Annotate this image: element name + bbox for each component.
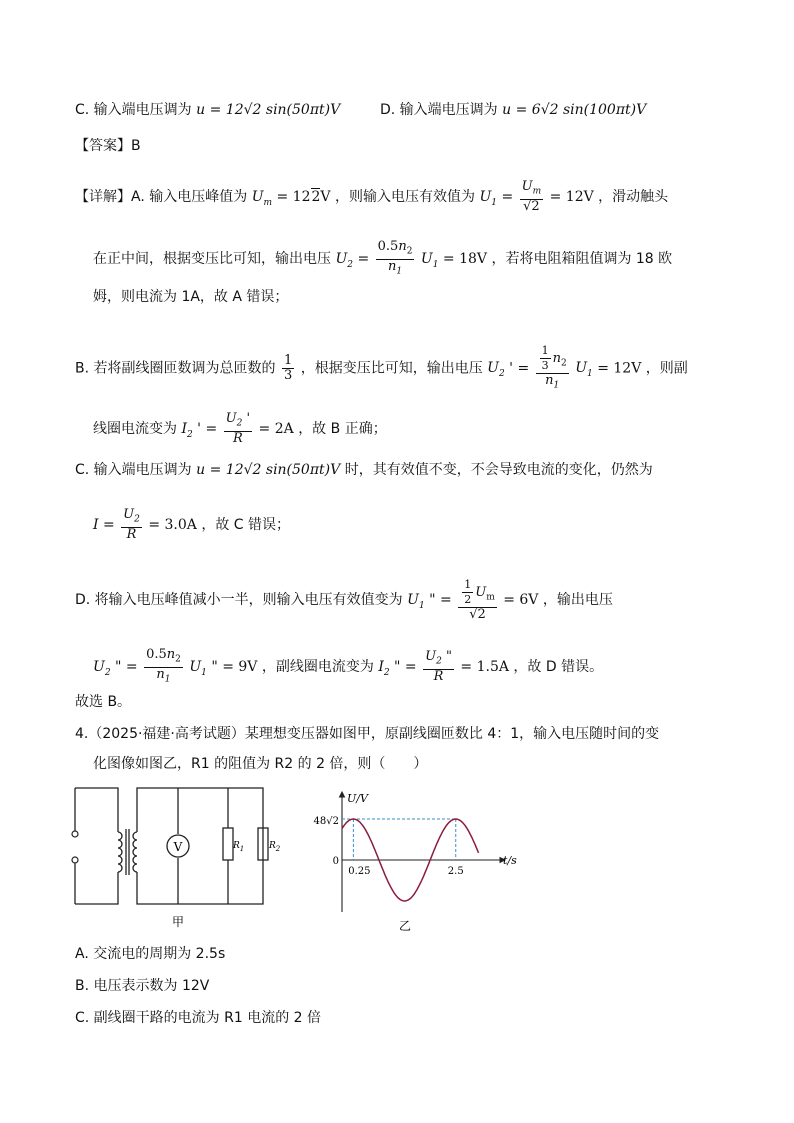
x-axis-label: t/s (503, 854, 517, 867)
x-tick-2.5: 2.5 (447, 866, 464, 877)
r1-label: $R_1$ (233, 841, 245, 853)
option-c-formula: u = 12√2 sin(50πt)V (196, 102, 341, 118)
q4-stem-line1: 4.（2025·福建·高考试题）某理想变压器如图甲，原副线圈匝数比 4：1，输入电压随时间的变 (75, 726, 660, 742)
detail-a-line3: 姆，则电流为 1A，故 A 错误； (93, 289, 289, 305)
detail-a-line1: 【详解】A. 输入电压峰值为 $U_m = 122V$ ，则输入电压有效值为 $U_1$ = $\frac{U_m}{√2}$ = 12V ，滑动触头 (75, 179, 669, 214)
q4-option-a: A. 交流电的周期为 2.5s (75, 946, 226, 962)
terminal-bottom (72, 857, 78, 863)
conclusion: 故选 B。 (75, 694, 132, 710)
detail-a-line2: 在正中间，根据变压比可知，输出电压 $U_2$ = $\frac{0.5n_2}{n_1}$ $U_1 = 18V$ ，若将电阻箱阻值调为 18 欧 (93, 239, 673, 277)
y-tick-peak: 48√2 (313, 816, 339, 827)
r2-label: $R_2$ (269, 841, 281, 853)
detail-b-line1: B. 若将副线圈匝数调为总匝数的 $\frac{1}{3}$ ，根据变压比可知，输出电压 $U_2$ ' = $\frac{1}{3}$ $n_2$ $n_1$ $U_1 = 12V$ ，则副 (75, 344, 688, 391)
detail-d-line2: $U_2$ " = $\frac{0.5n_2}{n_1}$ $U_1$ " = 9V ，副线圈电流变为 $I_2$ " = $\frac{U_2 "}{R}$ = 1.5A ，故 D 错误。 (93, 647, 604, 685)
detail-d-line1: D. 将输入电压峰值减小一半，则输入电压有效值变为 $U_1$ " = $\frac{1}{2}$ $U_m$ √2 = 6V ，输出电压 (75, 578, 613, 622)
option-d-line: D. 输入端电压调为 u = 6√2 sin(100πt)V (380, 102, 647, 118)
voltmeter-label: V (173, 840, 183, 854)
voltage-waveform-chart (305, 784, 520, 934)
q4-option-b: B. 电压表示数为 12V (75, 978, 210, 994)
option-d-formula: u = 6√2 sin(100πt)V (502, 102, 647, 118)
q4-stem-line2: 化图像如图乙，R1 的阻值为 R2 的 2 倍，则（ ） (93, 756, 428, 772)
figure-jia-label: 甲 (171, 915, 185, 929)
detail-c-line2: I = $\frac{U_2}{R}$ = 3.0A ，故 C 错误； (93, 507, 291, 542)
detail-b-line2: 线圈电流变为 $I_2$ ' = $\frac{U_2 '}{R}$ = 2A ，故 B 正确； (93, 411, 387, 446)
y-axis-label: U/V (347, 792, 368, 805)
x-tick-0.25: 0.25 (348, 866, 371, 877)
answer-line: 【答案】B (75, 138, 141, 154)
terminal-top (72, 831, 78, 837)
y-origin-label: 0 (332, 856, 339, 867)
option-c-line: C. 输入端电压调为 u = 12√2 sin(50πt)V (75, 102, 341, 118)
figure-yi-label: 乙 (398, 919, 412, 933)
circuit-diagram (68, 784, 281, 929)
q4-option-c: C. 副线圈干路的电流为 R1 电流的 2 倍 (75, 1010, 322, 1026)
detail-c-line1: C. 输入端电压调为 u = 12√2 sin(50πt)V 时，其有效值不变，不会导致电流的变化，仍然为 (75, 462, 653, 478)
